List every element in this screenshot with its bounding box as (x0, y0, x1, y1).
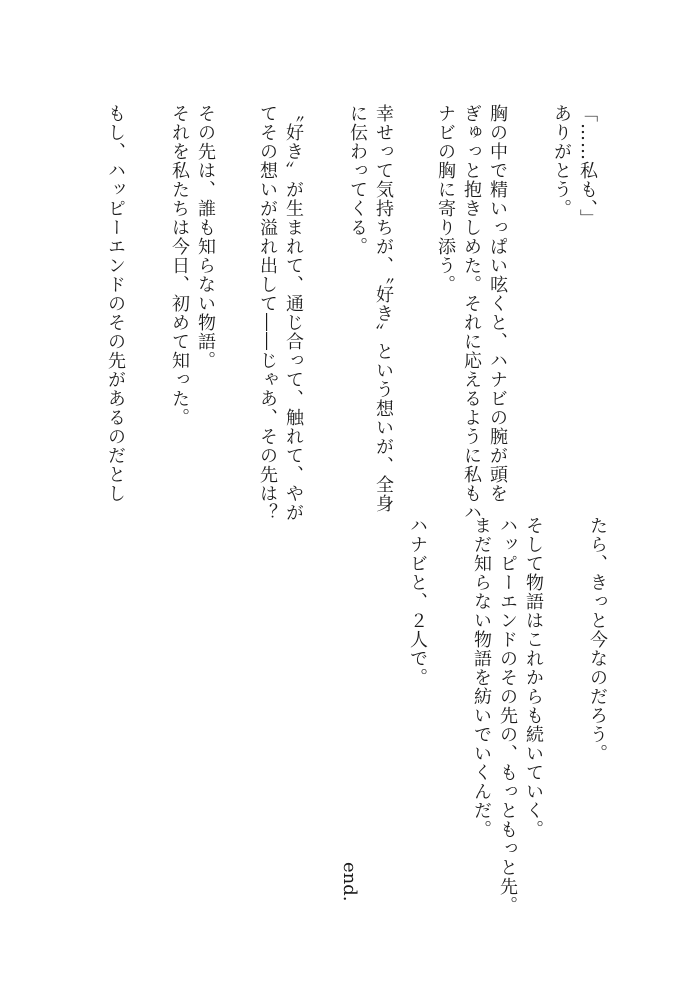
end-mark: end. (339, 862, 360, 902)
text-column: 胸の中で精いっぱい呟くと、ハナビの腕が頭を (487, 104, 508, 503)
text-column: ナビの胸に寄り添う。 (435, 104, 456, 294)
text-column: それを私たちは今日、初めて知った。 (169, 104, 190, 427)
text-column: ハッピーエンドのその先の、もっともっと先。 (497, 516, 518, 915)
text-column: てその想いが溢れ出して――じゃあ、その先は？ (257, 104, 278, 522)
text-column: もし、ハッピーエンドのその先があるのだとし (105, 104, 126, 503)
text-column: たら、きっと今なのだろう。 (587, 516, 608, 763)
text-column: まだ知らない物語を紡いでいくんだ。 (471, 516, 492, 839)
text-column: その先は、誰も知らない物語。 (195, 104, 216, 370)
text-column: に伝わってくる。 (347, 104, 368, 256)
text-column: ぎゅっと抱きしめた。それに応えるように私もハ (461, 104, 482, 522)
text-column: 〝好き〟が生まれて、通じ合って、触れて、やが (283, 104, 304, 522)
text-column: 「……私も、」 (577, 104, 598, 228)
text-column: ありがとう。 (551, 104, 572, 218)
text-column: ハナビと、２人で。 (407, 516, 428, 687)
text-column: 幸せって気持ちが、〝好き〟という想いが、全身 (373, 104, 394, 513)
text-column: そして物語はこれからも続いていく。 (523, 516, 544, 839)
